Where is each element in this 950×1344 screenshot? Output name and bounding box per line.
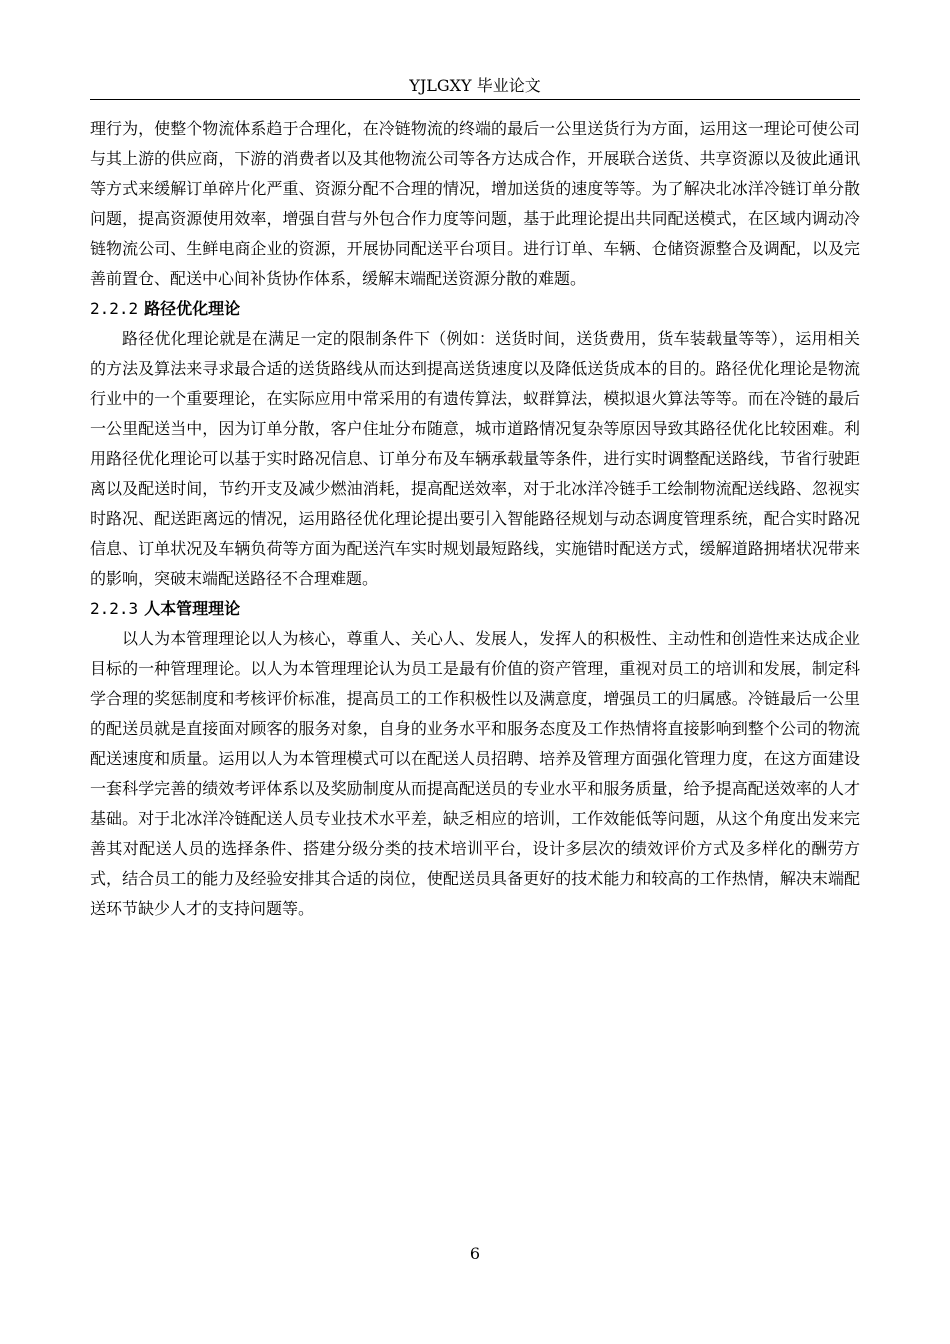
- section-heading-2-2-2: [90, 294, 860, 324]
- page-header: YJLGXY 毕业论文: [409, 76, 541, 95]
- document-body: [90, 114, 860, 924]
- section-title: 路径优化理论: [144, 299, 241, 318]
- paragraph-route-optimization: 路径优化理论就是在满足一定的限制条件下（例如：送货时间，送货费用，货车装载量等等），运用相关的方法及算法来寻求最合适的送货路线从而达到提高送货速度以及降低送货成本的目的。路径优化理论是物流行业中的一个重要理论，在实际应用中常采用的有遗传算法，蚁群算法，模拟退火算法等等。而在冷链的最后一公里配送当中，因为订单分散，客户住址分布随意，城市道路情况复杂等原因导致其路径优化比较困难。利用路径优化理论可以基于实时路况信息、订单分布及车辆承载量等条件，进行实时调整配送路线，节省行驶距离以及配送时间，节约开支及减少燃油消耗，提高配送效率，对于北冰洋冷链手工绘制物流配送线路、忽视实时路况、配送距离远的情况，运用路径优化理论提出要引入智能路径规划与动态调度管理系统，配合实时路况信息、订单状况及车辆负荷等方面为配送汽车实时规划最短路线，实施错时配送方式，缓解道路拥堵状况带来的影响，突破末端配送路径不合理难题。: [90, 329, 860, 588]
- section-heading-2-2-3: [90, 594, 860, 624]
- paragraph-people-oriented-management: 以人为本管理理论以人为核心，尊重人、关心人、发展人，发挥人的积极性、主动性和创造性来达成企业目标的一种管理理论。以人为本管理理论认为员工是最有价值的资产管理，重视对员工的培训和发展，制定科学合理的奖惩制度和考核评价标准，提高员工的工作积极性以及满意度，增强员工的归属感。冷链最后一公里的配送员就是直接面对顾客的服务对象，自身的业务水平和服务态度及工作热情将直接影响到整个公司的物流配送速度和质量。运用以人为本管理模式可以在配送人员招聘、培养及管理方面强化管理力度，在这方面建设一套科学完善的绩效考评体系以及奖励制度从而提高配送员的专业水平和服务质量，给予提高配送效率的人才基础。对于北冰洋冷链配送人员专业技术水平差，缺乏相应的培训，工作效能低等问题，从这个角度出发来完善其对配送人员的选择条件、搭建分级分类的技术培训平台，设计多层次的绩效评价方式及多样化的酬劳方式，结合员工的能力及经验安排其合适的岗位，使配送员具备更好的技术能力和较高的工作热情，解决末端配送环节缺少人才的支持问题等。: [90, 629, 860, 918]
- section-number: 2.2.2: [90, 299, 139, 318]
- page-number: 6: [469, 1244, 481, 1263]
- header-rule: [90, 99, 860, 100]
- section-number: 2.2.3: [90, 599, 139, 618]
- paragraph-continued: 理行为，使整个物流体系趋于合理化，在冷链物流的终端的最后一公里送货行为方面，运用这一理论可使公司与其上游的供应商，下游的消费者以及其他物流公司等各方达成合作，开展联合送货、共享资源以及彼此通讯等方式来缓解订单碎片化严重、资源分配不合理的情况，增加送货的速度等等。为了解决北冰洋冷链订单分散问题，提高资源使用效率，增强自营与外包合作力度等问题，基于此理论提出共同配送模式，在区域内调动冷链物流公司、生鲜电商企业的资源，开展协同配送平台项目。进行订单、车辆、仓储资源整合及调配，以及完善前置仓、配送中心间补货协作体系，缓解末端配送资源分散的难题。: [90, 119, 860, 288]
- section-title: 人本管理理论: [144, 599, 241, 618]
